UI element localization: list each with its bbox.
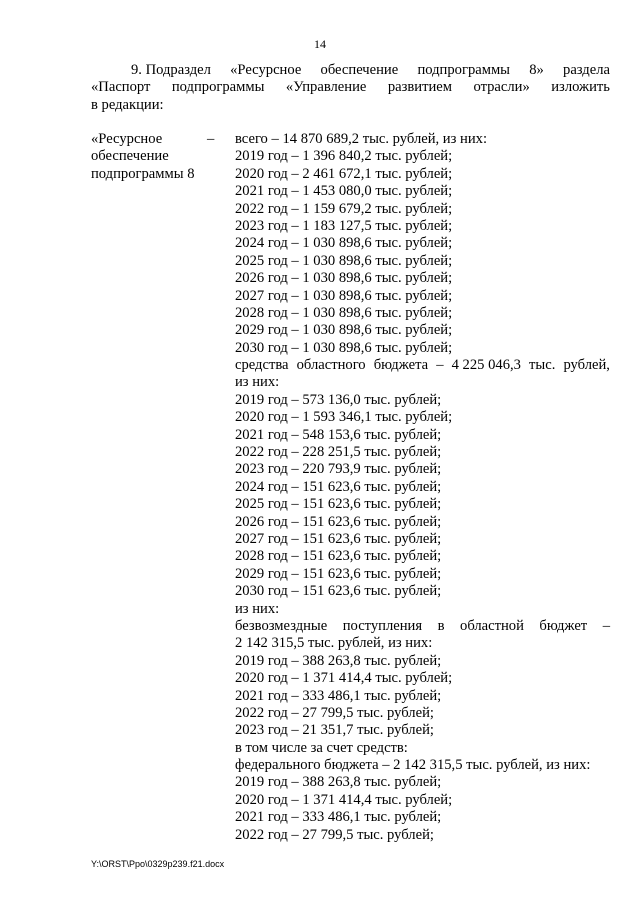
funding-row: 2020 год – 1 371 414,4 тыс. рублей;: [235, 791, 453, 808]
funding-row: 2023 год – 1 183 127,5 тыс. рублей;: [235, 217, 453, 234]
funding-row: 2020 год – 2 461 672,1 тыс. рублей;: [235, 165, 453, 182]
label-line: обеспечение: [91, 148, 169, 165]
funding-row: 2025 год – 151 623,6 тыс. рублей;: [235, 496, 442, 513]
funding-word: бюджета: [373, 357, 429, 374]
funding-row: 2024 год – 151 623,6 тыс. рублей;: [235, 478, 442, 495]
funding-list: [235, 131, 610, 844]
intro-word: подпрограммы: [171, 79, 265, 96]
funding-row: 2025 год – 1 030 898,6 тыс. рублей;: [235, 252, 453, 269]
funding-row: [235, 357, 610, 374]
funding-row: из них:: [235, 374, 280, 391]
funding-row: 2024 год – 1 030 898,6 тыс. рублей;: [235, 235, 453, 252]
funding-word: поступления: [342, 617, 423, 634]
funding-row: 2019 год – 388 263,8 тыс. рублей;: [235, 652, 442, 669]
funding-row: в том числе за счет средств:: [235, 739, 408, 756]
funding-word: средства: [235, 357, 289, 374]
funding-row: [235, 618, 610, 635]
label-line: подпрограммы 8: [91, 165, 195, 182]
funding-row: 2029 год – 1 030 898,6 тыс. рублей;: [235, 322, 453, 339]
funding-row: всего – 14 870 689,2 тыс. рублей, из них:: [235, 131, 488, 147]
funding-row: 2026 год – 151 623,6 тыс. рублей;: [235, 513, 442, 530]
funding-word: бюджет: [539, 617, 588, 634]
intro-line: [91, 79, 610, 96]
funding-row: 2027 год – 1 030 898,6 тыс. рублей;: [235, 287, 453, 304]
funding-row: 2 142 315,5 тыс. рублей, из них:: [235, 635, 433, 652]
file-path-footer: Y:\ORST\Ppo\0329p239.f21.docx: [91, 859, 225, 869]
funding-row: 2022 год – 27 799,5 тыс. рублей;: [235, 704, 434, 721]
funding-row: 2026 год – 1 030 898,6 тыс. рублей;: [235, 270, 453, 287]
intro-word: раздела: [563, 62, 610, 78]
intro-word: «Паспорт: [91, 79, 151, 96]
intro-word: отрасли»: [473, 79, 530, 96]
funding-row: 2029 год – 151 623,6 тыс. рублей;: [235, 565, 442, 582]
funding-word: 4 225 046,3: [451, 357, 521, 374]
intro-line: [91, 62, 610, 79]
funding-row: 2021 год – 548 153,6 тыс. рублей;: [235, 426, 442, 443]
funding-row: 2030 год – 1 030 898,6 тыс. рублей;: [235, 339, 453, 356]
funding-word: –: [436, 357, 444, 374]
funding-word: –: [602, 617, 610, 634]
intro-word: подпрограммы: [417, 62, 510, 78]
funding-row: 2028 год – 151 623,6 тыс. рублей;: [235, 548, 442, 565]
funding-word: областной: [460, 617, 524, 634]
intro-word: «Управление: [285, 79, 367, 96]
funding-row: 2021 год – 1 453 080,0 тыс. рублей;: [235, 183, 453, 200]
funding-row: 2019 год – 388 263,8 тыс. рублей;: [235, 774, 442, 791]
funding-row: 2022 год – 27 799,5 тыс. рублей;: [235, 826, 434, 843]
funding-row: 2028 год – 1 030 898,6 тыс. рублей;: [235, 304, 453, 321]
intro-line: в редакции:: [91, 96, 164, 113]
funding-word: безвозмездные: [235, 617, 328, 634]
resource-label: [91, 131, 221, 183]
funding-row: 2022 год – 228 251,5 тыс. рублей;: [235, 444, 442, 461]
funding-word: областного: [296, 357, 366, 374]
label-line: «Ресурсное: [91, 131, 163, 147]
funding-row: 2020 год – 1 593 346,1 тыс. рублей;: [235, 409, 453, 426]
funding-row: из них:: [235, 600, 280, 617]
funding-row: 2030 год – 151 623,6 тыс. рублей;: [235, 583, 442, 600]
funding-row: 2027 год – 151 623,6 тыс. рублей;: [235, 530, 442, 547]
intro-word: 8»: [529, 62, 544, 78]
intro-word: обеспечение: [320, 62, 399, 78]
intro-word: изложить: [551, 79, 610, 96]
funding-row: 2020 год – 1 371 414,4 тыс. рублей;: [235, 670, 453, 687]
funding-row: 2021 год – 333 486,1 тыс. рублей;: [235, 809, 442, 826]
funding-row: 2023 год – 21 351,7 тыс. рублей;: [235, 722, 434, 739]
funding-word: рублей,: [563, 357, 610, 374]
funding-row: 2019 год – 1 396 840,2 тыс. рублей;: [235, 148, 453, 165]
intro-word: «Ресурсное: [230, 62, 302, 78]
separator-dash: –: [207, 131, 215, 147]
intro-word: развитием: [387, 79, 452, 96]
intro-word: 9. Подраздел: [131, 62, 211, 78]
funding-row: федерального бюджета – 2 142 315,5 тыс. рублей, из них:: [235, 757, 591, 774]
page-number: 14: [314, 37, 326, 51]
funding-row: 2019 год – 573 136,0 тыс. рублей;: [235, 391, 442, 408]
funding-row: 2021 год – 333 486,1 тыс. рублей;: [235, 687, 442, 704]
funding-word: тыс.: [529, 357, 556, 374]
intro-paragraph: [91, 62, 610, 114]
funding-row: 2023 год – 220 793,9 тыс. рублей;: [235, 461, 442, 478]
funding-row: 2022 год – 1 159 679,2 тыс. рублей;: [235, 200, 453, 217]
funding-word: в: [437, 617, 445, 634]
